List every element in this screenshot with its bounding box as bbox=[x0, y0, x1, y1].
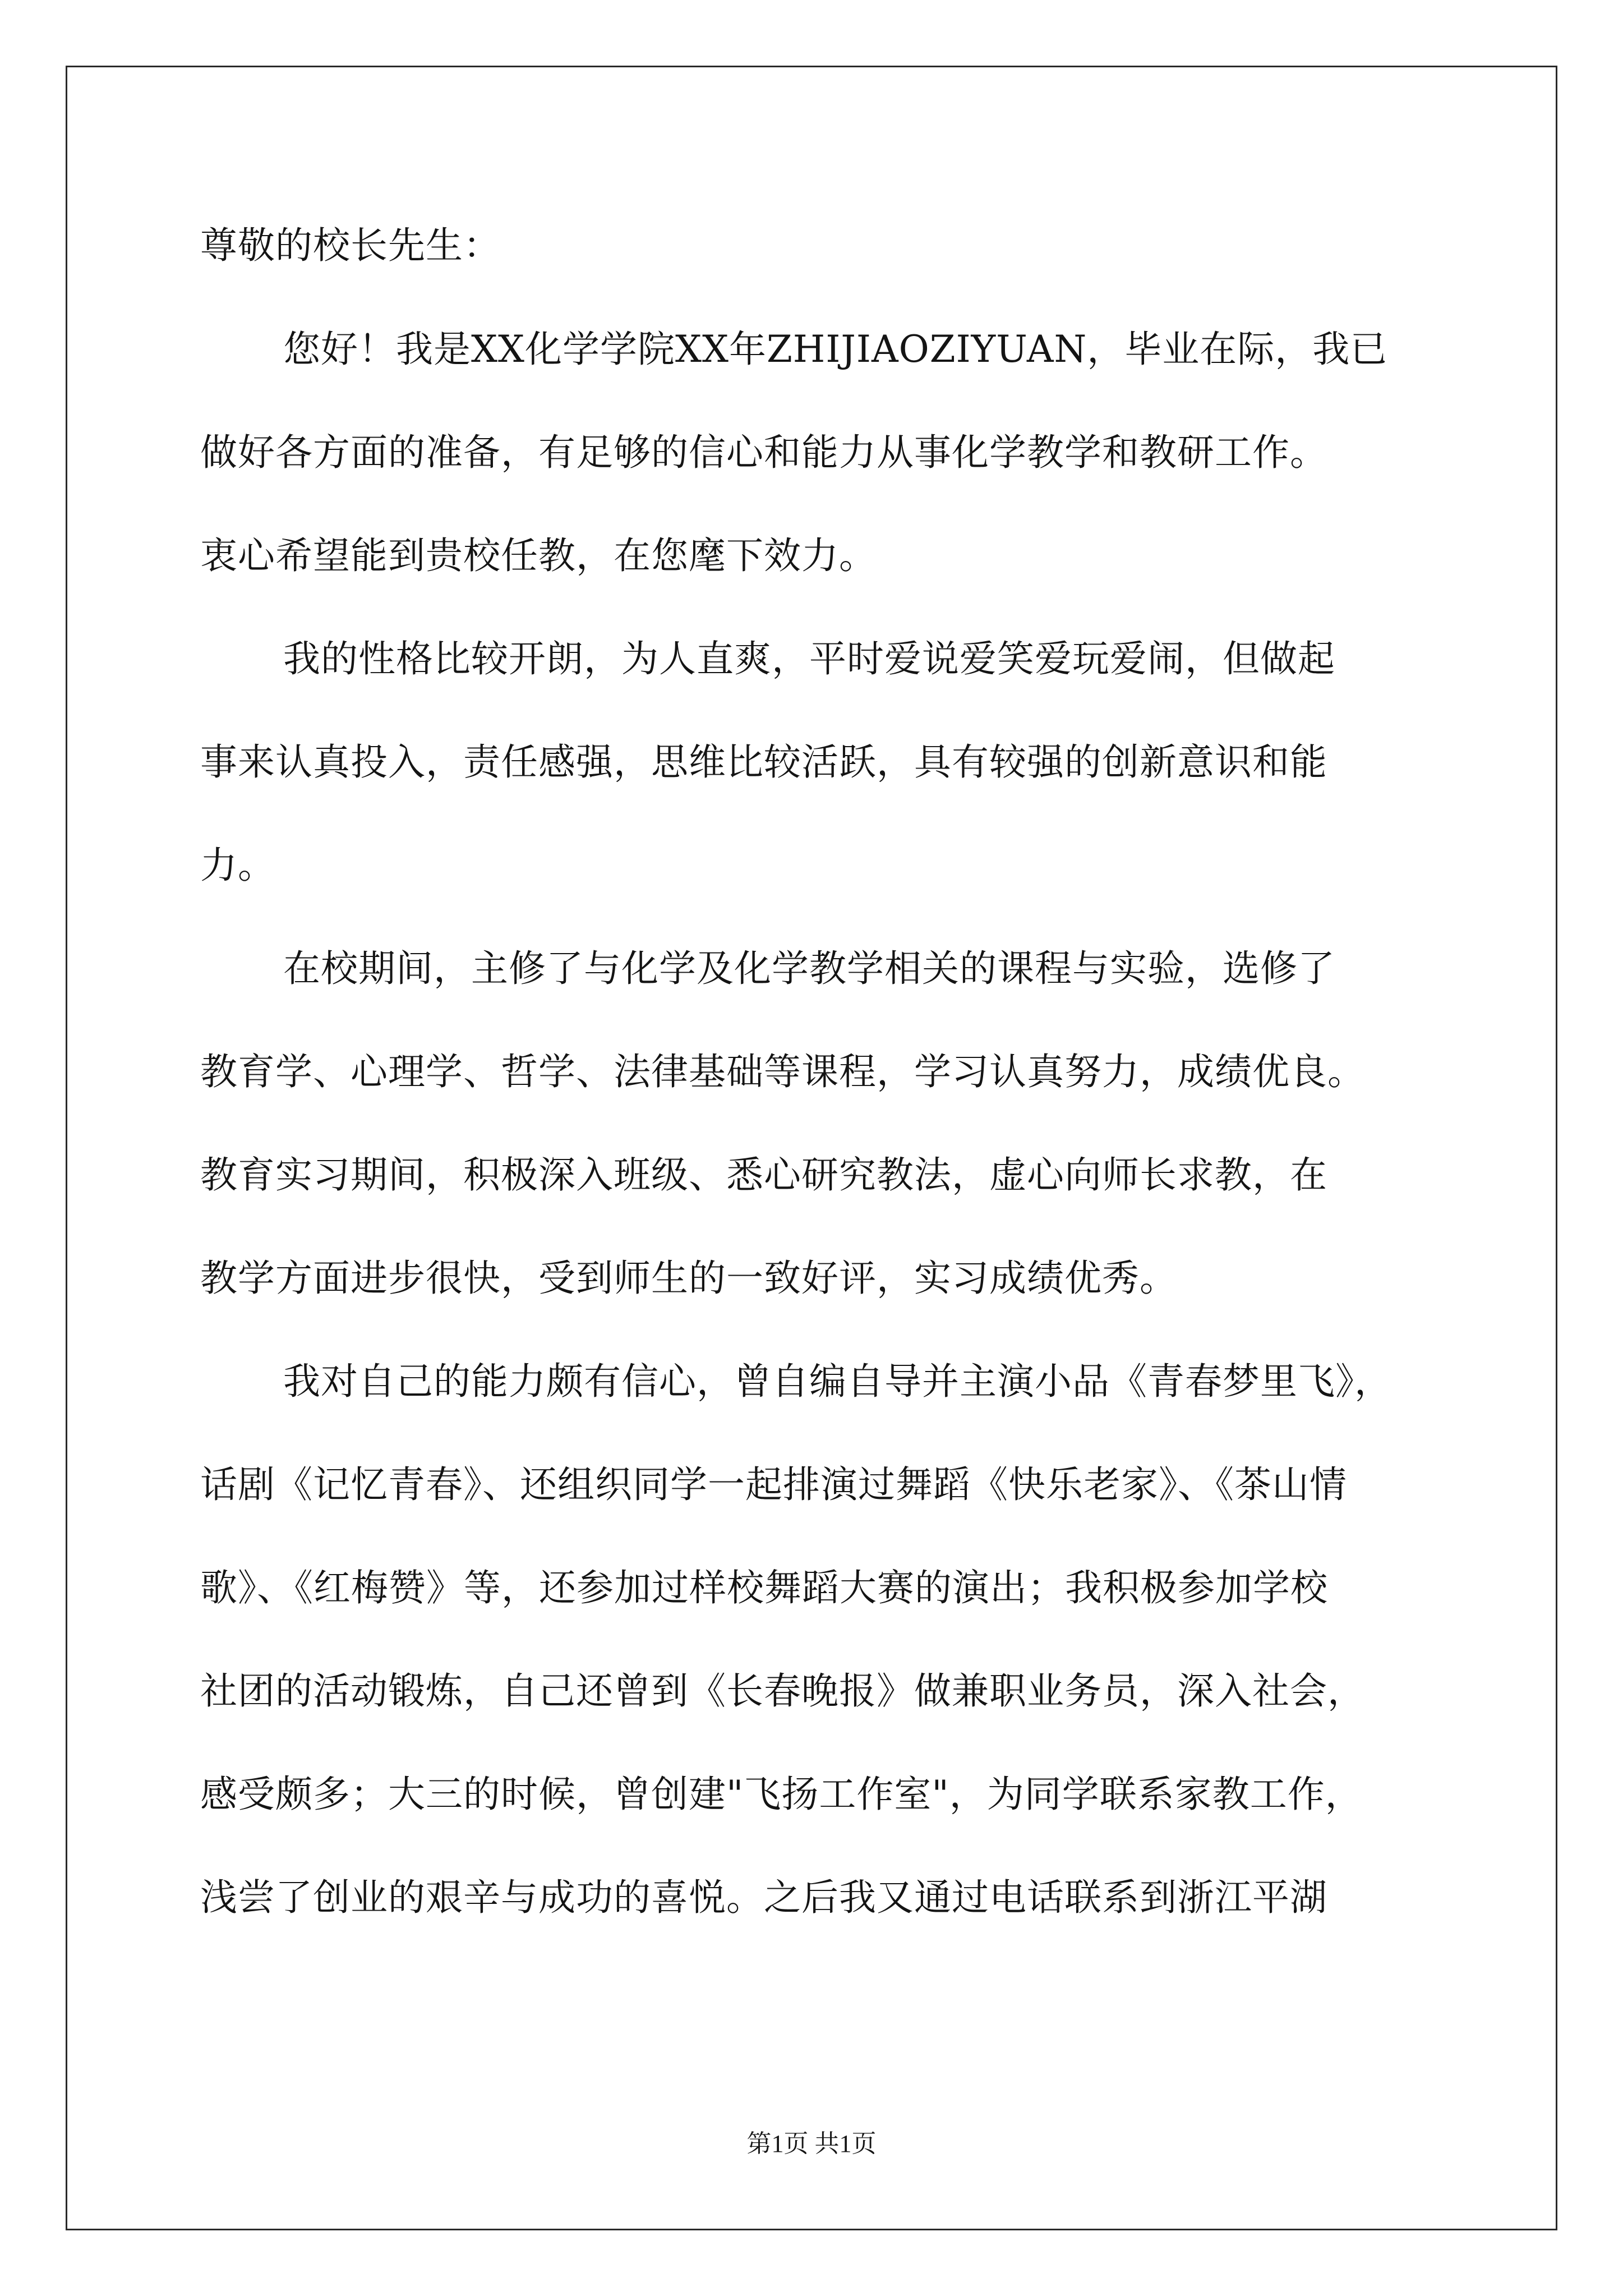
paragraph-4-line-6: 浅尝了创业的艰辛与成功的喜悦。之后我又通过电话联系到浙江平湖 bbox=[200, 1876, 1327, 1919]
salutation: 尊敬的校长先生： bbox=[200, 224, 501, 267]
paragraph-4-line-4: 社团的活动锻炼，自己还曾到《长春晚报》做兼职业务员，深入社会， bbox=[200, 1669, 1365, 1713]
paragraph-4-line-1: 我对自己的能力颇有信心，曾自编自导并主演小品《青春梦里飞》， bbox=[283, 1360, 1392, 1403]
paragraph-4-line-2: 话剧《记忆青春》、还组织同学一起排演过舞蹈《快乐老家》、《茶山情 bbox=[200, 1463, 1347, 1506]
paragraph-3-line-1: 在校期间，主修了与化学及化学教学相关的课程与实验，选修了 bbox=[283, 947, 1335, 990]
paragraph-3-line-2: 教育学、心理学、哲学、法律基础等课程，学习认真努力，成绩优良。 bbox=[200, 1050, 1365, 1093]
paragraph-1-line-1: 您好！我是XX化学学院XX年ZHIJIAOZIYUAN，毕业在际，我已 bbox=[283, 328, 1388, 371]
paragraph-1-line-3: 衷心希望能到贵校任教，在您麾下效力。 bbox=[200, 534, 877, 577]
paragraph-4-line-5: 感受颇多；大三的时候，曾创建"飞扬工作室"，为同学联系家教工作， bbox=[200, 1773, 1363, 1816]
paragraph-2-line-1: 我的性格比较开朗，为人直爽，平时爱说爱笑爱玩爱闹，但做起 bbox=[283, 637, 1335, 680]
page-number: 第1页 共1页 bbox=[746, 2130, 877, 2157]
paragraph-2-line-3: 力。 bbox=[200, 844, 275, 887]
paragraph-3-line-3: 教育实习期间，积极深入班级、悉心研究教法，虚心向师长求教，在 bbox=[200, 1153, 1327, 1197]
paragraph-4-line-3: 歌》、《红梅赞》等，还参加过样校舞蹈大赛的演出；我积极参加学校 bbox=[200, 1566, 1328, 1609]
paragraph-2-line-2: 事来认真投入，责任感强，思维比较活跃，具有较强的创新意识和能 bbox=[200, 740, 1327, 784]
paragraph-3-line-4: 教学方面进步很快，受到师生的一致好评，实习成绩优秀。 bbox=[200, 1257, 1177, 1300]
paragraph-1-line-2: 做好各方面的准备，有足够的信心和能力从事化学教学和教研工作。 bbox=[200, 431, 1327, 474]
